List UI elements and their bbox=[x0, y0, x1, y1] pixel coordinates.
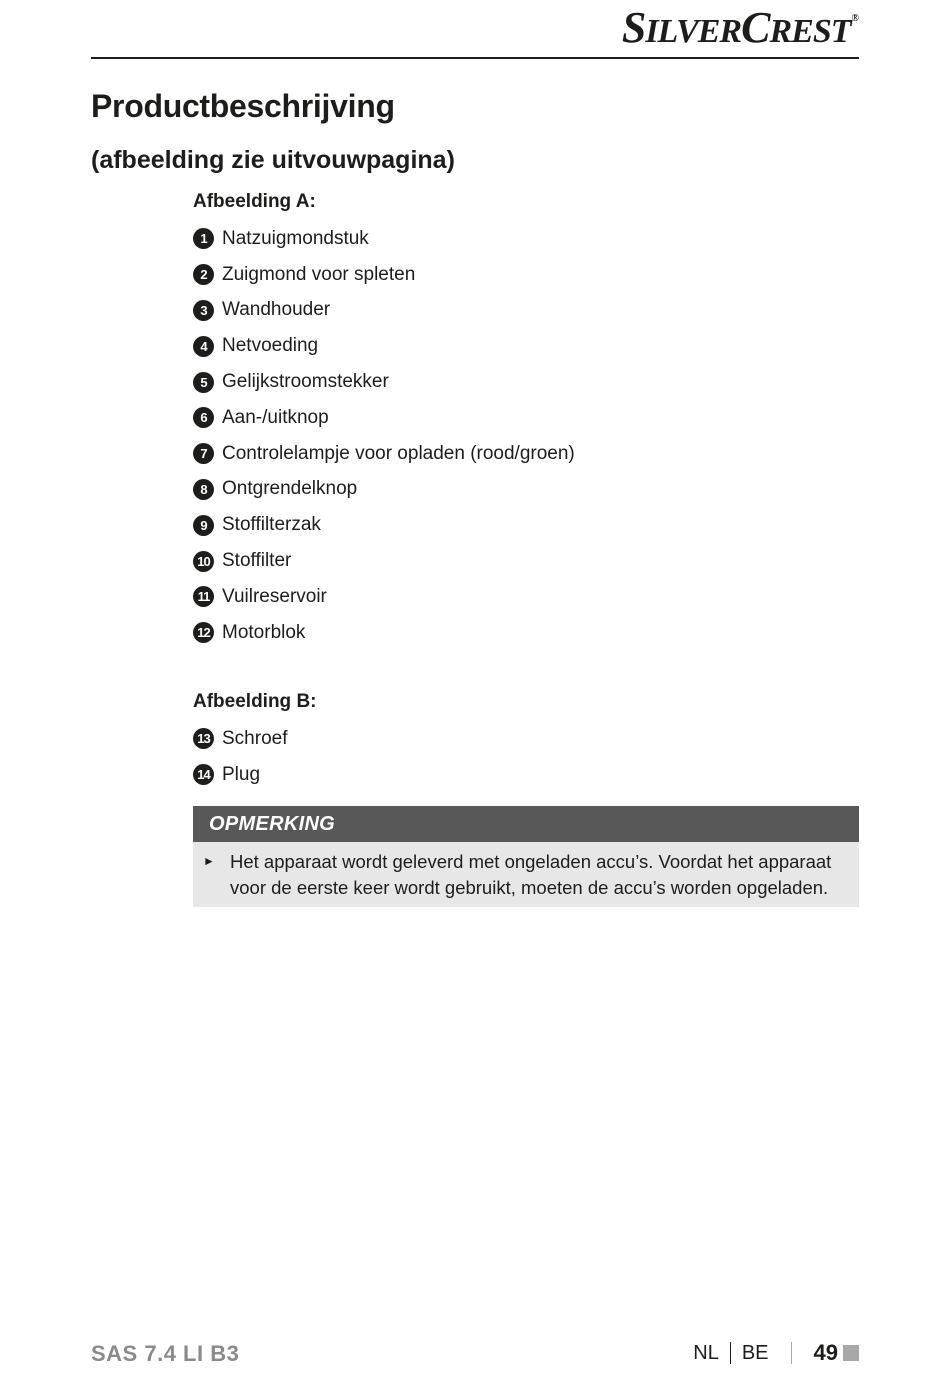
number-badge: 12 bbox=[193, 622, 214, 643]
footer-divider-light bbox=[791, 1342, 792, 1364]
list-item bbox=[193, 507, 575, 543]
note-line: Het apparaat wordt geleverd met ongeladen accu’s. Voordat het apparaat bbox=[230, 851, 832, 872]
figure-b-heading: Afbeelding B: bbox=[193, 691, 317, 712]
note-body bbox=[193, 842, 859, 907]
number-badge: 7 bbox=[193, 443, 214, 464]
page-subtitle: (afbeelding zie uitvouwpagina) bbox=[91, 146, 455, 174]
square-marker-icon bbox=[843, 1345, 859, 1361]
note-title: OPMERKING bbox=[193, 806, 859, 842]
number-badge: 10 bbox=[193, 551, 214, 572]
list-item bbox=[193, 579, 575, 615]
item-label: Aan-/uitknop bbox=[222, 406, 329, 428]
item-label: Motorblok bbox=[222, 621, 306, 643]
number-badge: 2 bbox=[193, 264, 214, 285]
list-item bbox=[193, 364, 575, 400]
footer-divider bbox=[730, 1342, 731, 1364]
list-item bbox=[193, 757, 287, 793]
logo-letter-s: S bbox=[621, 3, 646, 52]
item-label: Vuilreservoir bbox=[222, 585, 327, 607]
list-item bbox=[193, 257, 575, 293]
number-badge: 11 bbox=[193, 586, 214, 607]
page-title: Productbeschrijving bbox=[91, 88, 395, 124]
figure-a-list bbox=[193, 221, 575, 651]
note-line: voor de eerste keer wordt gebruikt, moeten de accu’s worden opgeladen. bbox=[230, 877, 829, 898]
number-badge: 6 bbox=[193, 407, 214, 428]
figure-b-list bbox=[193, 721, 287, 793]
note-box bbox=[193, 806, 859, 907]
item-label: Netvoeding bbox=[222, 335, 319, 357]
header-rule bbox=[91, 57, 859, 59]
footer-model: SAS 7.4 LI B3 bbox=[91, 1341, 240, 1366]
arrow-right-icon: ► bbox=[203, 854, 215, 868]
number-badge: 14 bbox=[193, 764, 214, 785]
page-number: 49 bbox=[813, 1340, 838, 1365]
item-label: Stoffilter bbox=[222, 550, 292, 572]
number-badge: 1 bbox=[193, 228, 214, 249]
number-badge: 8 bbox=[193, 479, 214, 500]
list-item bbox=[193, 328, 575, 364]
number-badge: 5 bbox=[193, 372, 214, 393]
logo-letters-ilver: ILVER bbox=[645, 13, 742, 50]
list-item bbox=[193, 221, 575, 257]
logo-letter-c: C bbox=[741, 3, 770, 52]
list-item bbox=[193, 721, 287, 757]
footer-right bbox=[693, 1340, 859, 1366]
item-label: Gelijkstroomstekker bbox=[222, 371, 389, 393]
footer-lang-nl: NL bbox=[693, 1341, 719, 1364]
silvercrest-logo bbox=[621, 3, 858, 52]
list-item bbox=[193, 400, 575, 436]
item-label: Wandhouder bbox=[222, 299, 331, 321]
item-label: Schroef bbox=[222, 727, 288, 749]
item-label: Stoffilterzak bbox=[222, 514, 321, 536]
number-badge: 13 bbox=[193, 728, 214, 749]
item-label: Natzuigmondstuk bbox=[222, 227, 369, 249]
list-item bbox=[193, 615, 575, 651]
list-item bbox=[193, 472, 575, 508]
number-badge: 3 bbox=[193, 300, 214, 321]
logo-letters-rest: REST bbox=[769, 13, 851, 50]
number-badge: 9 bbox=[193, 515, 214, 536]
item-label: Plug bbox=[222, 763, 261, 785]
list-item bbox=[193, 436, 575, 472]
list-item bbox=[193, 293, 575, 329]
footer-lang-be: BE bbox=[741, 1341, 769, 1364]
registered-mark: ® bbox=[851, 13, 858, 24]
item-label: Ontgrendelknop bbox=[222, 478, 358, 500]
number-badge: 4 bbox=[193, 336, 214, 357]
note-text bbox=[230, 849, 831, 901]
item-label: Controlelampje voor opladen (rood/groen) bbox=[222, 442, 575, 464]
item-label: Zuigmond voor spleten bbox=[222, 263, 416, 285]
list-item bbox=[193, 543, 575, 579]
figure-a-heading: Afbeelding A: bbox=[193, 191, 316, 212]
